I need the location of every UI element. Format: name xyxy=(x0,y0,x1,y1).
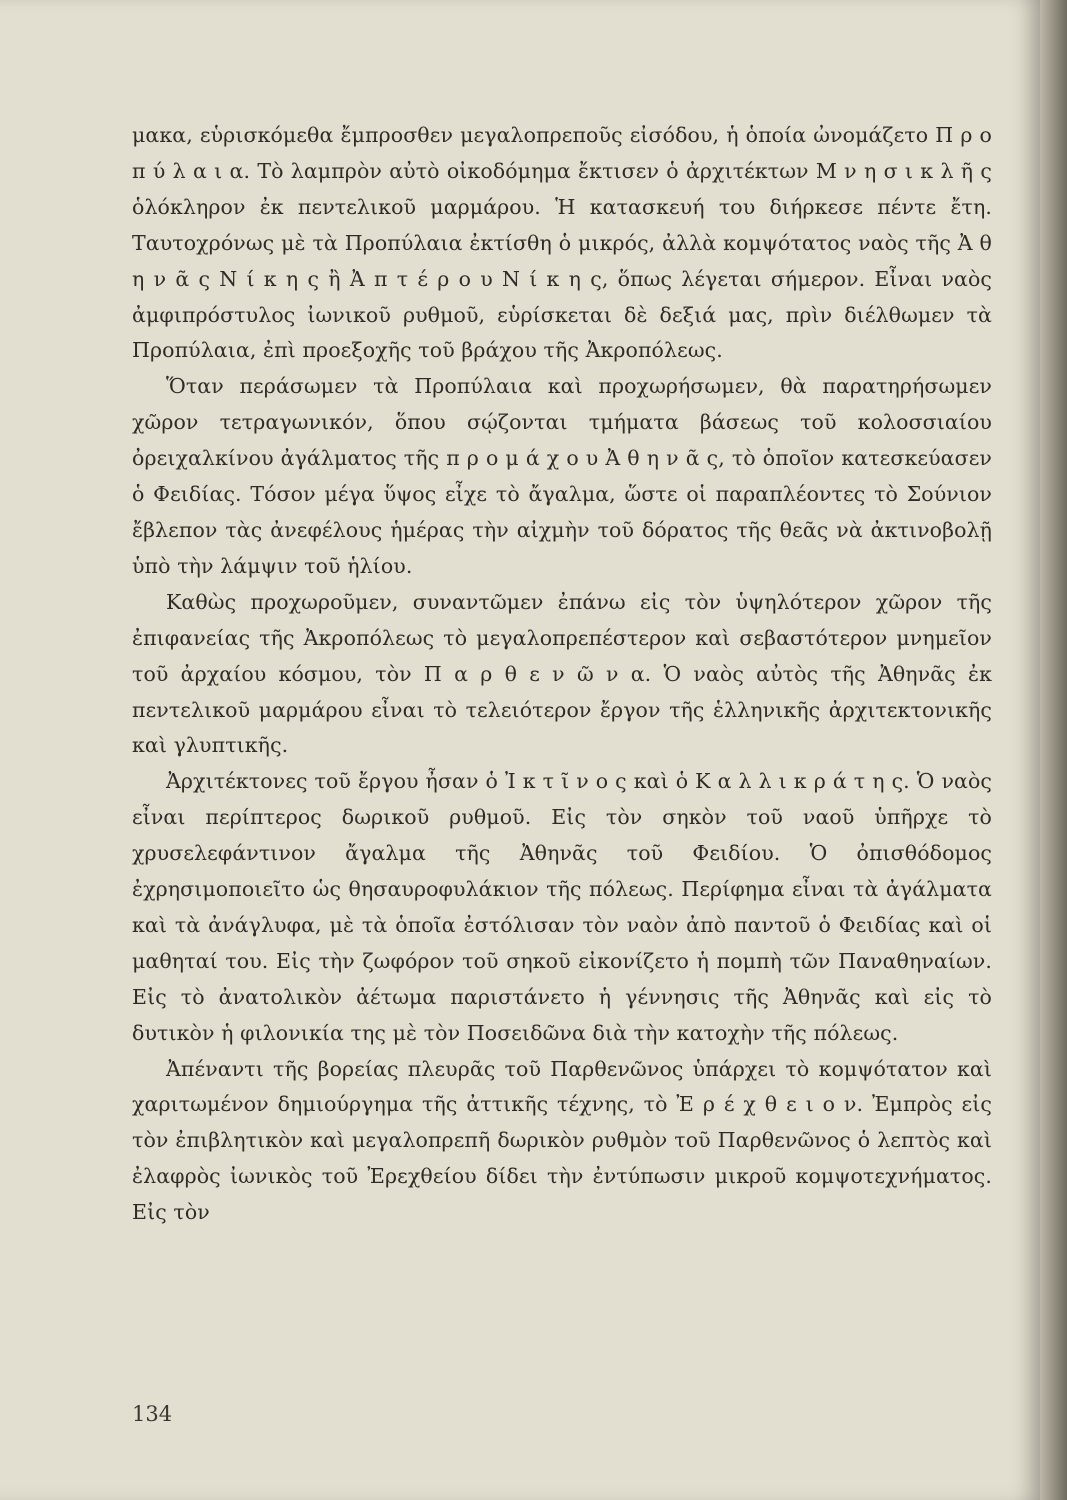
paragraph: μακα, εὑρισκόμεθα ἔμπροσθεν μεγαλοπρεποῦς εἰσόδου, ἡ ὁποία ὠνομάζετο Π ρ ο π ύ λ α ι α. Τὸ λαμπρὸν αὐτὸ οἰκοδόμημα ἔκτισεν ὁ ἀρχιτέκτων Μ ν η σ ι κ λ ῆ ς ὁλόκληρον ἐκ πεντελικοῦ μαρμάρου. Ἡ κατασκευή του διήρκεσε πέντε ἔτη. Ταυτοχρόνως μὲ τὰ Προπύλαια ἐκτίσθη ὁ μικρός, ἀλλὰ κομψότατος ναὸς τῆς Ἀ θ η ν ᾶ ς Ν ί κ η ς ἢ Ἀ π τ έ ρ ο υ Ν ί κ η ς, ὅπως λέγεται σήμερον. Εἶναι ναὸς ἀμφιπρόστυλος ἰωνικοῦ ρυθμοῦ, εὑρίσκεται δὲ δεξιά μας, πρὶν διέλθωμεν τὰ Προπύλαια, ἐπὶ προεξοχῆς τοῦ βράχου τῆς Ἀκροπόλεως. xyxy=(132,123,992,363)
paragraph: Καθὼς προχωροῦμεν, συναντῶμεν ἐπάνω εἰς τὸν ὑψηλότερον χῶρον τῆς ἐπιφανείας τῆς Ἀκροπόλεως τὸ μεγαλοπρεπέστερον καὶ σεβαστότερον μνημεῖον τοῦ ἀρχαίου κόσμου, τὸν Π α ρ θ ε ν ῶ ν α. Ὁ ναὸς αὐτὸς τῆς Ἀθηνᾶς ἐκ πεντελικοῦ μαρμάρου εἶναι τὸ τελειότερον ἔργον τῆς ἑλληνικῆς ἀρχιτεκτονικῆς καὶ γλυπτικῆς. xyxy=(132,589,992,758)
page-number: 134 xyxy=(132,1402,173,1426)
paragraph: Ἀπέναντι τῆς βορείας πλευρᾶς τοῦ Παρθενῶνος ὑπάρχει τὸ κομψότατον καὶ χαριτωμένον δημιούργημα τῆς ἀττικῆς τέχνης, τὸ Ἐ ρ έ χ θ ε ι ο ν. Ἐμπρὸς εἰς τὸν ἐπιβλητικὸν καὶ μεγαλοπρεπῆ δωρικὸν ρυθμὸν τοῦ Παρθενῶνος ὁ λεπτὸς καὶ ἐλαφρὸς ἰωνικὸς τοῦ Ἐρεχθείου δίδει τὴν ἐντύπωσιν μικροῦ κομψοτεχνήματος. Εἰς τὸν xyxy=(132,1056,992,1225)
paragraph: Ὅταν περάσωμεν τὰ Προπύλαια καὶ προχωρήσωμεν, θὰ παρατηρήσωμεν χῶρον τετραγωνικόν, ὅπου σῴζονται τμήματα βάσεως τοῦ κολοσσιαίου ὀρειχαλκίνου ἀγάλματος τῆς π ρ ο μ ά χ ο υ Ἀ θ η ν ᾶ ς, τὸ ὁποῖον κατεσκεύασεν ὁ Φειδίας. Τόσον μέγα ὕψος εἶχε τὸ ἄγαλμα, ὥστε οἱ παραπλέοντες τὸ Σούνιον ἔβλεπον τὰς ἀνεφέλους ἡμέρας τὴν αἰχμὴν τοῦ δόρατος τῆς θεᾶς νὰ ἀκτινοβολῇ ὑπὸ τὴν λάμψιν τοῦ ἡλίου. xyxy=(132,374,992,578)
body-text xyxy=(132,118,992,1231)
paragraph: Ἀρχιτέκτονες τοῦ ἔργου ἦσαν ὁ Ἰ κ τ ῖ ν ο ς καὶ ὁ Κ α λ λ ι κ ρ ά τ η ς. Ὁ ναὸς εἶναι περίπτερος δωρικοῦ ρυθμοῦ. Εἰς τὸν σηκὸν τοῦ ναοῦ ὑπῆρχε τὸ χρυσελεφάντινον ἄγαλμα τῆς Ἀθηνᾶς τοῦ Φειδίου. Ὁ ὀπισθόδομος ἐχρησιμοποιεῖτο ὡς θησαυροφυλάκιον τῆς πόλεως. Περίφημα εἶναι τὰ ἀγάλματα καὶ τὰ ἀνάγλυφα, μὲ τὰ ὁποῖα ἐστόλισαν τὸν ναὸν ἀπὸ παντοῦ ὁ Φειδίας καὶ οἱ μαθηταί του. Εἰς τὴν ζωφόρον τοῦ σηκοῦ εἰκονίζετο ἡ πομπὴ τῶν Παναθηναίων. Εἰς τὸ ἀνατολικὸν ἀέτωμα παριστάνετο ἡ γέννησις τῆς Ἀθηνᾶς καὶ εἰς τὸ δυτικὸν ἡ φιλονικία της μὲ τὸν Ποσειδῶνα διὰ τὴν κατοχὴν τῆς πόλεως. xyxy=(132,769,992,1045)
page-edge-shadow xyxy=(1040,0,1067,1500)
